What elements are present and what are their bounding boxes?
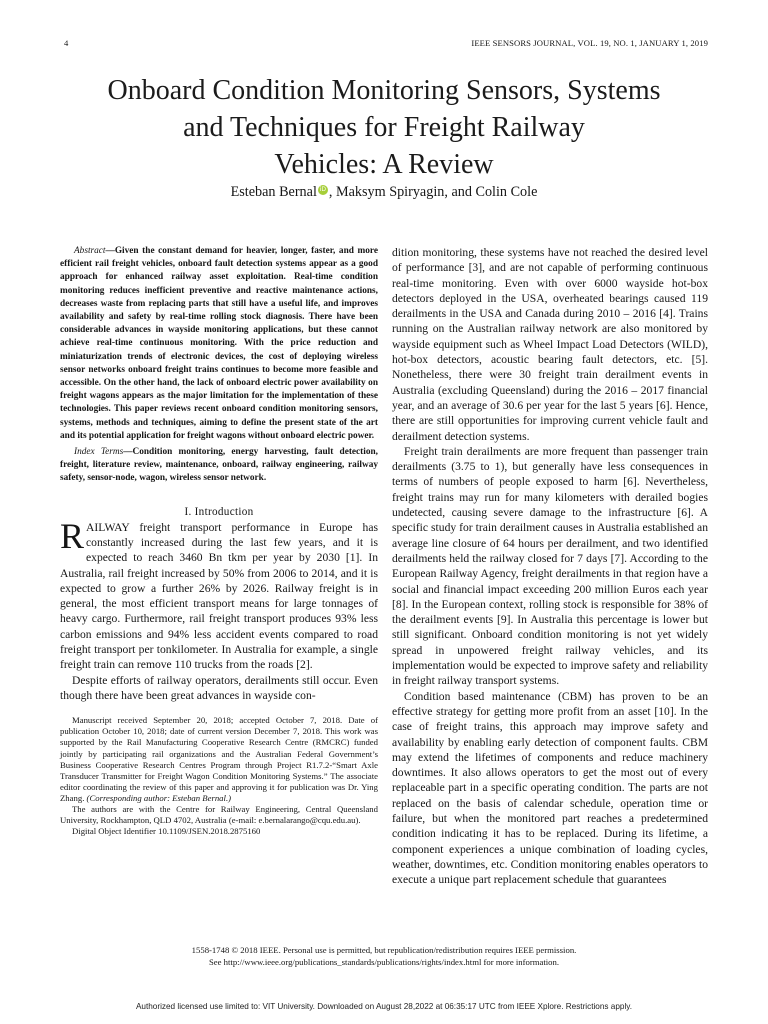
index-terms-label: Index Terms	[74, 447, 124, 458]
title-line-1: Onboard Condition Monitoring Sensors, Systems	[107, 75, 661, 106]
footnote-doi[interactable]: Digital Object Identifier 10.1109/JSEN.2018.2875160	[72, 826, 261, 837]
abstract-text: Given the constant demand for heavier, longer, faster, and more efficient rail freight vehicles, onboard fault detection systems appear as a good approach for enhanced railway asset exploitation. Real-time condition monitoring reduces inefficient preventive and reactive maintenance actions, decreases waste from replacing parts that still have a useful life, and improves availability and safety by real-time rolling stock diagnosis. There have been considerable advances in wayside monitoring applications, but these cannot achieve real-time continuous monitoring. With the price reduction and miniaturization trends of electronic devices, the cost of deploying wireless sensor networks onboard freight trains continues to become more feasible and accessible. On the other hand, the lack of onboard electric power availability on freight wagons appears as the major limitation for the implementation of these technologies. This paper reviews recent onboard condition monitoring sensors, systems, methods and techniques, aiming to define the present state of the art and its potential application for freight wagons without onboard electric power.	[60, 246, 378, 441]
intro-paragraph-2: Despite efforts of railway operators, derailments still occur. Even though there have been great advances in wayside con-	[60, 673, 378, 702]
copyright-line-2[interactable]: See http://www.ieee.org/publications_standards/publications/rights/index.html for more information.	[208, 957, 560, 967]
intro-paragraph-1	[60, 515, 378, 673]
footnote-manuscript	[60, 715, 378, 804]
index-terms: Index Terms—Condition monitoring, energy harvesting, fault detection, freight, literature review, maintenance, onboard, railway engineering, railway safety, sensor-node, wagon, wireless sensor network.	[60, 447, 378, 484]
author-first: Esteban Bernal	[230, 184, 317, 200]
orcid-icon[interactable]: iD	[319, 186, 327, 193]
footnote-manuscript-text: Manuscript received September 20, 2018; accepted October 7, 2018. Date of publication October 10, 2018; date of current version December 7, 2018. This work was supported by the Rail Manufacturing Cooperative Research Centre (RMCRC) funded jointly by participating rail organizations and the Australian Federal Government’s Business Cooperative Research Centres Program through Project R1.7.2-“Smart Axle Transducer Transmitter for Freight Wagon Condition Monitoring Systems.” The associate editor coordinating the review of this paper and approving it for publication was Dr. Ying Zhang.	[60, 715, 378, 803]
footnote-affiliation: The authors are with the Centre for Railway Engineering, Central Queensland University, Rockhampton, QLD 4702, Australia (e-mail: e.bernalarango@cqu.edu.au).	[60, 803, 378, 826]
access-notice: Authorized licensed use limited to: VIT University. Downloaded on August 28,2022 at 06:35:17 UTC from IEEE Xplore. Restrictions apply.	[135, 1002, 633, 1011]
title-line-3: Vehicles: A Review	[274, 149, 494, 180]
drop-cap: R	[60, 515, 85, 556]
right-column	[392, 245, 708, 887]
footnote	[60, 715, 378, 837]
copyright-notice	[40, 944, 728, 968]
right-paragraph-2: Freight train derailments are more frequent than passenger train derailments (3.75 to 1), but generally have less consequences in terms of numbers of people exposed to harm [6]. Nevertheless, freight trains may run for many kilometers with derailed bogies undetected, causing severe damage to the infrastructure [6]. A specific study for train derailment causes in Australia established an average line closure of 64 hours per derailment, and two identified derailments held the railway closed for 7 days [7]. According to the European Railway Agency, freight derailments in that region have a social and financial impact exceeding 200 million Euros each year [8]. In the European context, rolling stock is responsible for 38% of the derailment events [9]. In Australia this percentage is lower but still significant. Onboard condition monitoring is not yet widely spread in unpowered freight railway vehicles, and its implementation would be expected to improve safety and reliability in freight railway transport systems.	[392, 444, 708, 688]
page-number: 4	[64, 38, 69, 48]
section-heading: I. Introduction	[184, 505, 254, 518]
footnote-corresponding: (Corresponding author: Esteban Bernal.)	[86, 792, 232, 803]
left-column	[60, 245, 378, 837]
intro-paragraph-1-text: AILWAY freight transport performance in Europe has constantly increased during the last few years, and it is expected to reach 3460 Bn tkm per year by 2030 [1]. In Australia, rail freight increased by 50% from 2006 to 2014, and it is expected to grow a further 26% by 2026. Railway freight is in general, the most efficient transport means for large tonnages of heavy cargo. Furthermore, rail freight transport produces 93% less carbon emissions and 94% less accident events compared to road freight transport per tonkilometer. In Australia for example, a single freight train can remove 110 trucks from the roads [2].	[60, 520, 378, 672]
journal-header: IEEE SENSORS JOURNAL, VOL. 19, NO. 1, JANUARY 1, 2019	[471, 38, 708, 48]
index-terms-text: Condition monitoring, energy harvesting, fault detection, freight, literature review, maintenance, onboard, railway engineering, railway safety, sensor-node, wagon, wireless sensor network.	[60, 447, 378, 484]
author-rest: , Maksym Spiryagin, and Colin Cole	[328, 184, 538, 200]
author-list	[40, 184, 728, 201]
abstract: Abstract—Given the constant demand for heavier, longer, faster, and more efficient rail freight vehicles, onboard fault detection systems appear as a good approach for enhanced railway asset exploitation. Real-time condition monitoring reduces inefficient preventive and reactive maintenance actions, decreases waste from replacing parts that still have a useful life, and improves availability and safety by real-time rolling stock diagnosis. There have been considerable advances in wayside monitoring applications, but these cannot achieve real-time continuous monitoring. With the price reduction and miniaturization trends of electronic devices, the cost of deploying wireless sensor networks onboard freight trains continues to become more feasible and accessible. On the other hand, the lack of onboard electric power availability on freight wagons appears as the major limitation for the implementation of these technologies. This paper reviews recent onboard condition monitoring sensors, systems, methods and techniques, aiming to define the present state of the art and its potential application for freight wagons without onboard electric power.	[60, 246, 378, 441]
right-paragraph-3: Condition based maintenance (CBM) has proven to be an effective strategy for getting more profit from an asset [10]. In the case of freight trains, this approach may improve safety and availability by enabling early detection of component faults. CBM may extend the lifetimes of components and reduce machinery downtimes. It also allows operators to get the most out of every replaceable part in a specific operating condition. The parts are not replaced on the basis of calendar schedule, operation time or failure, but when the monitored part reaches a predetermined condition indicating it has to be replaced. During its lifetime, a component experiences a unique combination of loading cycles, weather, downtimes, etc. Condition monitoring enables operators to execute a unique part replacement schedule that guarantees	[392, 689, 708, 887]
title-line-2: and Techniques for Freight Railway	[183, 112, 585, 143]
copyright-line-1: 1558-1748 © 2018 IEEE. Personal use is permitted, but republication/redistribution requires IEEE permission.	[191, 945, 577, 955]
right-paragraph-1: dition monitoring, these systems have not reached the desired level of performance [3], and are not capable of performing continuous real-time monitoring. Even with over 6000 wayside hot-box detectors deployed in the USA, overheated bearings caused 119 derailments in the USA and Canada during 2010 – 2016 [4]. Trains running on the Australian railway network are also monitored by wayside equipment such as Wheel Impact Load Detectors (WILD), hot-box detectors, acoustic bearing fault detectors, etc. [5]. Nonetheless, there were 30 freight train derailment events in Australia (excluding Queensland) during the 2016 – 2017 financial year, and an average of 30.6 per year for the last 5 years [6]. Hence, there are still opportunities for improving current vehicle fault and derailment detection systems.	[392, 246, 708, 443]
abstract-label: Abstract	[74, 246, 106, 256]
paper-title	[40, 72, 728, 183]
